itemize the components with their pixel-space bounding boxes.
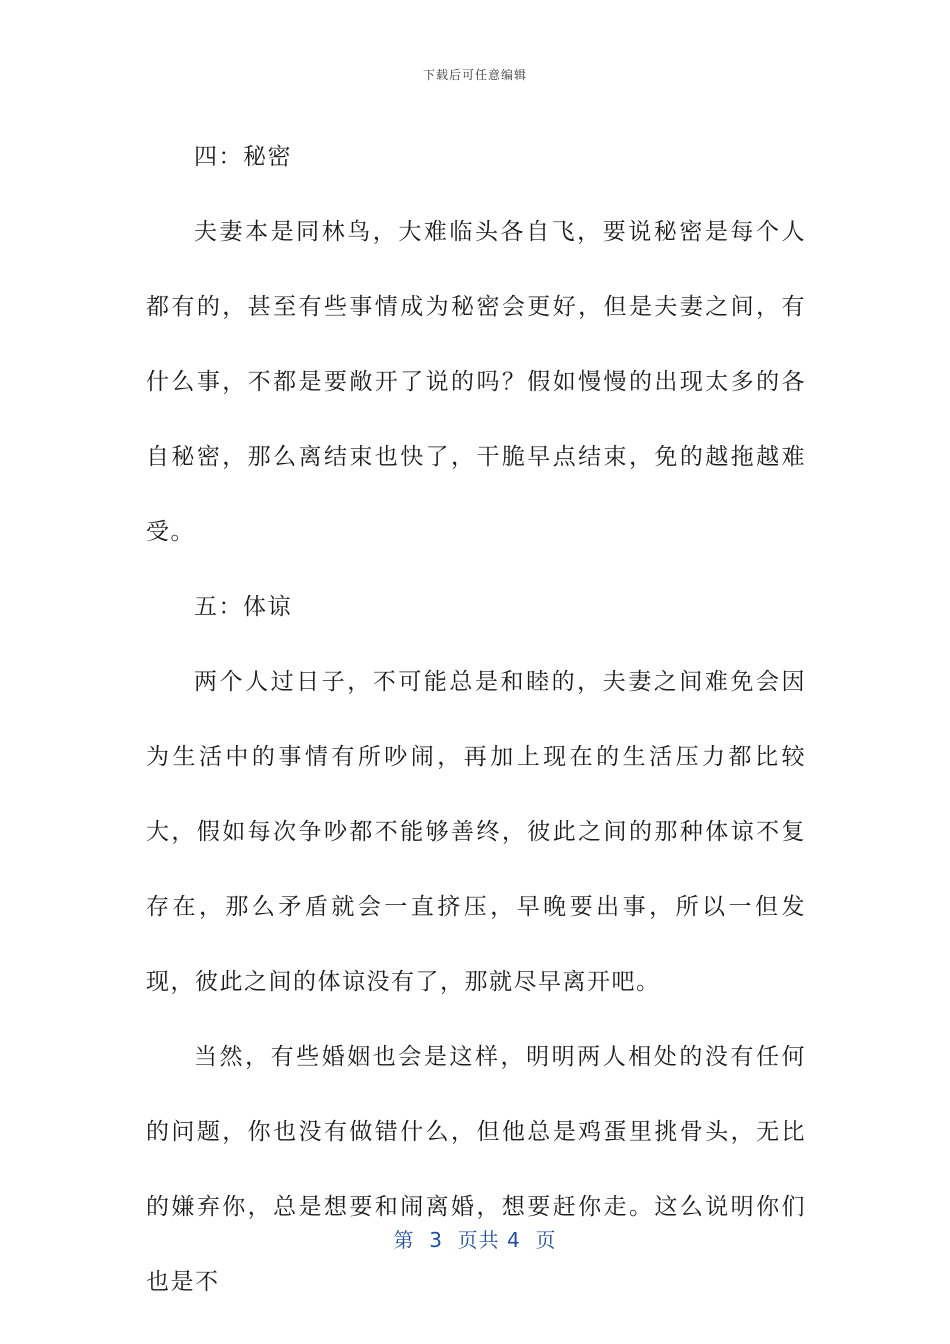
section-heading-understanding: 五：体谅 xyxy=(194,594,292,620)
page-header: 下载后可任意编辑 xyxy=(422,68,527,82)
paragraph-secrets: 夫妻本是同林鸟，大难临头各自飞，要说秘密是每个人都有的，甚至有些事情成为秘密会更好，但是夫妻之间，有什么事，不都是要敞开了说的吗？假如慢慢的出现太多的各自秘密，那么离结束也快了，干脆早点结束，免的越拖越难受。 xyxy=(146,219,806,545)
paragraph-understanding: 两个人过日子，不可能总是和睦的，夫妻之间难免会因为生活中的事情有所吵闹，再加上现在的生活压力都比较大，假如每次争吵都不能够善终，彼此之间的那种体谅不复存在，那么矛盾就会一直挤压，早晚要出事，所以一但发现，彼此之间的体谅没有了，那就尽早离开吧。 xyxy=(146,669,806,995)
paragraph-closing: 当然，有些婚姻也会是这样，明明两人相处的没有任何的问题，你也没有做错什么，但他总是鸡蛋里挑骨头，无比的嫌弃你，总是想要和闹离婚，想要赶你走。这么说明你们也是不 xyxy=(146,1044,806,1295)
document-body xyxy=(146,120,806,1320)
section-heading-secrets: 四：秘密 xyxy=(194,144,292,170)
page-number-footer: 第 3 页共 4 页 xyxy=(393,1228,557,1252)
